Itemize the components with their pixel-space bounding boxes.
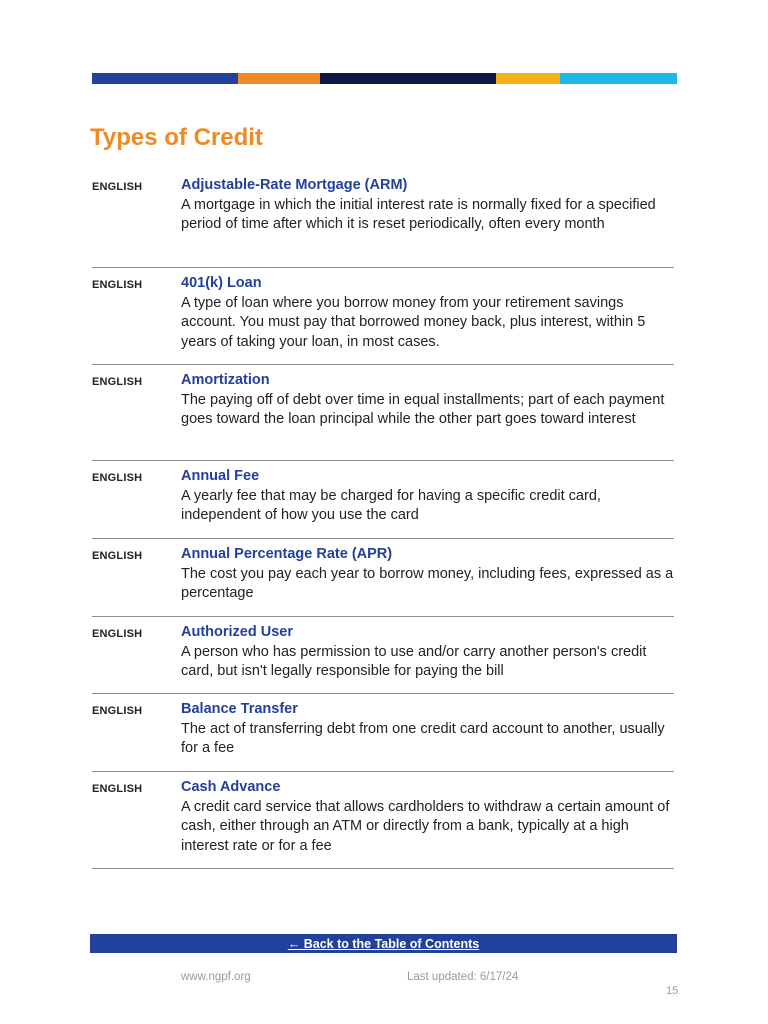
entry-content [181, 617, 674, 693]
term-title: Cash Advance [181, 779, 281, 795]
term-title: Balance Transfer [181, 701, 298, 717]
toc-banner [90, 934, 677, 953]
term-title: Annual Fee [181, 468, 260, 484]
entry-content [181, 268, 674, 364]
language-label: ENGLISH [92, 376, 143, 388]
language-label: ENGLISH [92, 181, 143, 193]
entry-content [181, 772, 674, 868]
term-title: Authorized User [181, 624, 293, 640]
term-definition: The act of transferring debt from one credit card account to another, usually for a fee [181, 720, 665, 756]
term-title: 401(k) Loan [181, 275, 262, 291]
glossary-entry [92, 365, 674, 461]
term-definition: A mortgage in which the initial interest rate is normally fixed for a specified period of time after which it is reset periodically, often every month [181, 196, 656, 232]
color-bar-segment [560, 73, 677, 84]
glossary-entry [92, 268, 674, 365]
color-bar-segment [496, 73, 560, 84]
glossary-entry [92, 539, 674, 617]
color-bar-segment [320, 73, 496, 84]
page-title: Types of Credit [90, 124, 263, 151]
language-label: ENGLISH [92, 628, 143, 640]
term-definition: A credit card service that allows cardholders to withdraw a certain amount of cash, either through an ATM or directly from a bank, typically at a high interest rate or for a fee [181, 798, 670, 854]
glossary-entry [92, 772, 674, 869]
glossary-entry [92, 694, 674, 772]
glossary-entry [92, 617, 674, 694]
entry-content [181, 539, 674, 616]
glossary-entry [92, 170, 674, 268]
language-label: ENGLISH [92, 783, 143, 795]
term-definition: A type of loan where you borrow money from your retirement savings account. You must pay that borrowed money back, plus interest, within 5 years of taking your loan, in most cases. [181, 294, 646, 350]
entry-content [181, 694, 674, 771]
glossary-list [92, 170, 674, 869]
term-definition: A person who has permission to use and/or carry another person's credit card, but isn't legally responsible for paying the bill [181, 643, 647, 679]
entry-content [181, 365, 674, 460]
term-definition: The cost you pay each year to borrow money, including fees, expressed as a percentage [181, 565, 674, 601]
header-color-bar [92, 73, 677, 84]
color-bar-segment [92, 73, 238, 84]
entry-content [181, 170, 674, 267]
term-title: Annual Percentage Rate (APR) [181, 546, 393, 562]
page-number: 15 [666, 985, 679, 997]
color-bar-segment [238, 73, 320, 84]
glossary-entry [92, 461, 674, 539]
language-label: ENGLISH [92, 279, 143, 291]
footer-last-updated: Last updated: 6/17/24 [407, 971, 519, 983]
term-definition: A yearly fee that may be charged for having a specific credit card, independent of how you use the card [181, 487, 601, 523]
footer-url: www.ngpf.org [181, 971, 251, 983]
language-label: ENGLISH [92, 472, 143, 484]
term-definition: The paying off of debt over time in equal installments; part of each payment goes toward the loan principal while the other part goes toward interest [181, 391, 665, 427]
term-title: Adjustable-Rate Mortgage (ARM) [181, 177, 408, 193]
entry-content [181, 461, 674, 538]
language-label: ENGLISH [92, 705, 143, 717]
language-label: ENGLISH [92, 550, 143, 562]
term-title: Amortization [181, 372, 270, 388]
back-to-toc-link[interactable]: ← Back to the Table of Contents [287, 936, 480, 951]
